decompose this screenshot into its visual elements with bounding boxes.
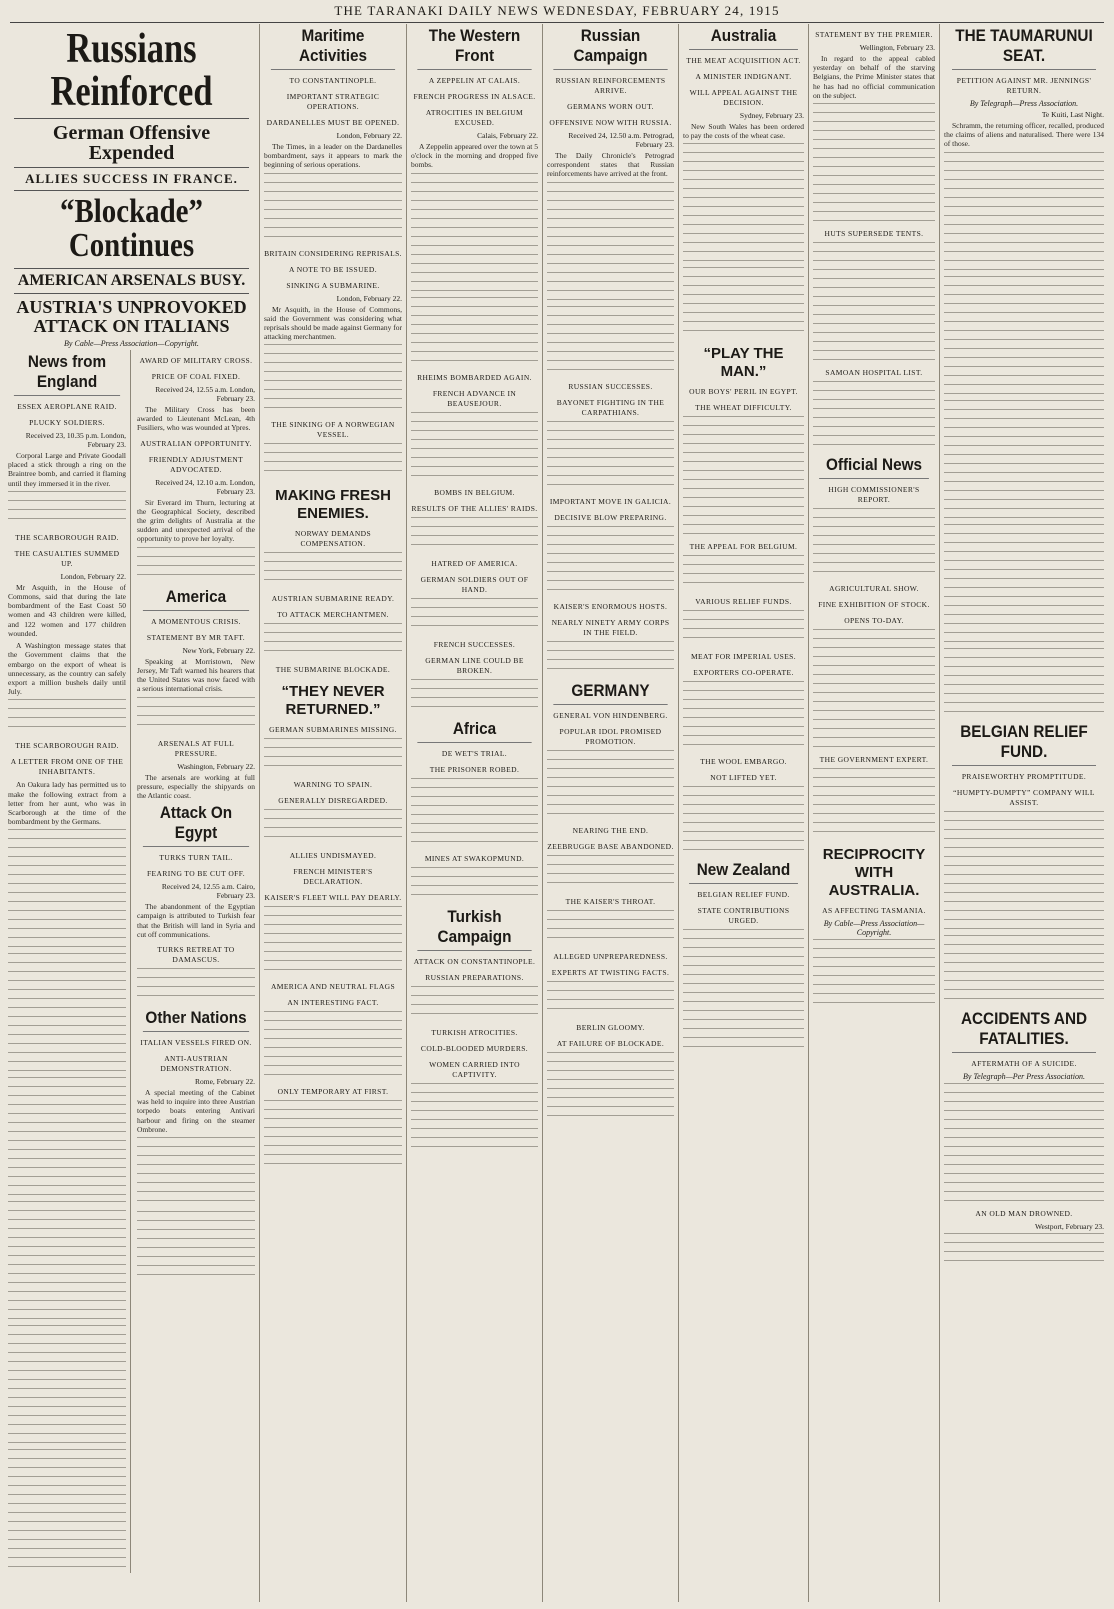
text-block (813, 629, 935, 749)
subheading: TO CONSTANTINOPLE. (289, 76, 377, 85)
subheading: DE WET'S TRIAL. (441, 748, 508, 758)
text-block (683, 681, 804, 751)
divider (14, 268, 249, 269)
subheading: RESULTS OF THE ALLIES' RAIDS. (411, 503, 538, 513)
russian-campaign-column (543, 24, 679, 1602)
section-title: News from England (14, 352, 120, 396)
dateline: London, February 22. (336, 131, 402, 140)
subheading: THE GOVERNMENT EXPERT. (819, 755, 929, 765)
subheading: GERMAN SOLDIERS OUT OF HAND. (420, 574, 529, 594)
subheading: THE SINKING OF A NORWEGIAN VESSEL. (271, 420, 395, 440)
section-title: ACCIDENTS AND FATALITIES. (952, 1009, 1096, 1053)
text-block (411, 173, 538, 293)
subheading: A MOMENTOUS CRISIS. (151, 616, 241, 626)
text-block (8, 1325, 126, 1445)
subheading: BRITAIN CONSIDERING REPRISALS. (264, 248, 402, 258)
text-block (137, 697, 255, 733)
article-text: The Daily Chronicle's Petrograd correspondent states that Russian reinforcements have arrived at the front. (547, 151, 674, 179)
byline: By Telegraph—Press Association. (969, 99, 1079, 108)
subheading: ONLY TEMPORARY AT FIRST. (277, 1087, 389, 1097)
western-front-column (407, 24, 543, 1602)
article-text: A special meeting of the Cabinet was held to inquire into three Austrian torpedo boats entering Antivari harbour and firing on the steamer Ombrone. (137, 1087, 255, 1134)
subheading: DARDANELLES MUST BE OPENED. (266, 118, 400, 127)
text-block (944, 276, 1104, 396)
section-title: THE TAUMARUNUI SEAT. (952, 26, 1096, 70)
dateline: Te Kuiti, Last Night. (1041, 110, 1104, 119)
subheading: THE KAISER'S THROAT. (565, 896, 656, 906)
article-text: A Zeppelin appeared over the town at 5 o'clock in the morning and dropped five bombs. (411, 142, 538, 170)
subheading: THE WOOL EMBARGO. (700, 757, 787, 767)
section-title: “THEY NEVER RETURNED.” (281, 683, 385, 719)
subheading: AT FAILURE OF BLOCKADE. (556, 1038, 665, 1048)
article-text: The Times, in a leader on the Dardanelles bombardment, says it appears to mark the beginning of serious operations. (264, 142, 402, 170)
dateline: Calais, February 22. (477, 131, 538, 140)
text-block (264, 623, 402, 659)
text-block (411, 598, 538, 634)
subheading: IMPORTANT STRATEGIC OPERATIONS. (286, 92, 380, 111)
dateline: Rome, February 22. (195, 1076, 255, 1086)
subheading: FRENCH MINISTER'S DECLARATION. (293, 867, 373, 887)
text-block (944, 935, 1104, 1005)
subheading: GENERAL VON HINDENBERG. (553, 710, 668, 720)
section-title: Attack On Egypt (143, 803, 249, 847)
headline-american-arsenals: AMERICAN ARSENALS BUSY. (17, 272, 246, 290)
text-block (547, 1052, 674, 1122)
subheading: FRENCH ADVANCE IN BEAUSEJOUR. (432, 388, 517, 408)
subheading: ITALIAN VESSELS FIRED ON. (140, 1037, 252, 1047)
headline-russians-reinforced: Russians Reinforced (50, 26, 213, 115)
divider (14, 167, 249, 168)
text-block (8, 1077, 126, 1197)
subheading: THE PRISONER ROBED. (429, 764, 520, 774)
subheading: PRAISEWORTHY PROMPTITUDE. (961, 771, 1087, 781)
subheading: HUTS SUPERSEDE TENTS. (824, 229, 924, 239)
text-block (683, 610, 804, 646)
text-block (411, 778, 538, 848)
text-block (944, 152, 1104, 272)
subheading: KAISER'S FLEET WILL PAY DEARLY. (264, 893, 402, 903)
text-block (813, 939, 935, 1009)
subheading: THE CASUALTIES SUMMED UP. (14, 548, 120, 568)
subheading: PETITION AGAINST MR. JENNINGS' RETURN. (956, 76, 1092, 95)
divider (14, 190, 249, 191)
new-zealand-column (809, 24, 940, 1602)
dateline: London, February 22. (60, 571, 126, 581)
text-block (547, 641, 674, 677)
subheading: THE SCARBOROUGH RAID. (15, 532, 119, 542)
headline-allies-success: ALLIES SUCCESS IN FRANCE. (25, 171, 238, 187)
text-block (547, 910, 674, 946)
article-text: Schramm, the returning officer, recalled, produced the claims of aliens and naturalised. There were 134 of those. (944, 121, 1104, 149)
section-title: Maritime Activities (271, 26, 395, 70)
section-title: New Zealand (689, 860, 798, 884)
subheading: THE WHEAT DIFFICULTY. (695, 403, 792, 413)
headline-german-offensive: German Offensive Expended (52, 121, 211, 165)
dateline: Washington, February 22. (177, 761, 255, 771)
subheading: “HUMPTY-DUMPTY” COMPANY WILL ASSIST. (953, 787, 1095, 807)
subheading: ALLEGED UNPREPAREDNESS. (553, 951, 668, 961)
subheading: ALLIES UNDISMAYED. (289, 851, 377, 861)
article-text: The Military Cross has been awarded to Lieutenant McLean, 4th Fusiliers, who was wounded at Ypres. (137, 405, 255, 433)
text-block (137, 547, 255, 583)
article-text: Speaking at Morristown, New Jersey, Mr Taft warned his hearers that the United States was now faced with a serious international crisis. (137, 656, 255, 694)
australia-column (679, 24, 809, 1602)
subheading: EXPORTERS CO-OPERATE. (693, 668, 794, 678)
text-block (411, 1083, 538, 1153)
headline-austria-attack: AUSTRIA'S UNPROVOKED ATTACK ON ITALIANS (16, 297, 247, 336)
subheading: ESSEX AEROPLANE RAID. (17, 402, 117, 412)
text-block (813, 768, 935, 838)
subheading: A ZEPPELIN AT CALAIS. (428, 76, 521, 85)
subheading: BOMBS IN BELGIUM. (434, 487, 515, 497)
text-block (683, 267, 804, 337)
text-block (8, 1201, 126, 1321)
subheading: IMPORTANT MOVE IN GALICIA. (549, 496, 672, 506)
section-title: Australia (689, 26, 798, 50)
subheading: TURKS TURN TAIL. (159, 853, 233, 863)
section-title: Turkish Campaign (417, 907, 531, 951)
subheading: EXPERTS AT TWISTING FACTS. (551, 967, 670, 977)
article-text: Mr Asquith, in the House of Commons, said the Government was considering what reprisals should be made against Germany for attacking merchantmen. (264, 304, 402, 342)
masthead: THE TARANAKI DAILY NEWS WEDNESDAY, FEBRUARY 24, 1915 (10, 0, 1104, 23)
subheading: DECISIVE BLOW PREPARING. (554, 512, 667, 522)
subheading: HATRED OF AMERICA. (431, 558, 518, 568)
text-block (8, 953, 126, 1073)
subheading: MINES AT SWAKOPMUND. (424, 853, 525, 863)
subheading: AWARD OF MILITARY CROSS. (139, 356, 253, 366)
text-block (683, 929, 804, 1049)
text-block (944, 400, 1104, 520)
text-block (264, 906, 402, 976)
subheading: SINKING A SUBMARINE. (286, 280, 380, 290)
byline: By Cable—Press Association—Copyright. (64, 339, 199, 349)
subcolumn-right (137, 350, 255, 1573)
subheading: TO ATTACK MERCHANTMEN. (277, 610, 389, 620)
subheading: STATEMENT BY MR TAFT. (146, 632, 246, 642)
section-title: Russian Campaign (553, 26, 667, 70)
subheading: PRICE OF COAL FIXED. (151, 372, 241, 382)
dateline: Sydney, February 23. (739, 111, 804, 120)
text-block (8, 491, 126, 527)
text-block (264, 1011, 402, 1081)
article-text: The arsenals are working at full pressure, especially the shipyards on the Atlantic coast. (137, 772, 255, 800)
maritime-column (260, 24, 407, 1602)
subheading: TURKISH ATROCITIES. (431, 1027, 518, 1037)
text-block (944, 1233, 1104, 1269)
subheading: BERLIN GLOOMY. (576, 1022, 645, 1032)
subheading: COLD-BLOODED MURDERS. (420, 1043, 529, 1053)
subheading: FINE EXHIBITION OF STOCK. (818, 600, 930, 610)
text-block (813, 103, 935, 223)
text-block (944, 524, 1104, 644)
section-title: America (143, 587, 249, 611)
subheading: WOMEN CARRIED INTO CAPTIVITY. (429, 1059, 520, 1079)
dateline: Received 24, 12.50 a.m. Petrograd, February 23. (568, 131, 674, 149)
text-block (547, 182, 674, 302)
section-title: “PLAY THE MAN.” (703, 345, 784, 381)
text-block (683, 786, 804, 856)
subheading: ZEEBRUGGE BASE ABANDONED. (547, 841, 674, 851)
subheading: THE MEAT ACQUISITION ACT. (686, 56, 801, 65)
text-block (944, 1083, 1104, 1203)
dateline: Westport, February 23. (1035, 1221, 1104, 1231)
subheading: RUSSIAN SUCCESSES. (568, 381, 653, 391)
subheading: TURKS RETREAT TO DAMASCUS. (157, 944, 235, 964)
subheading: FEARING TO BE CUT OFF. (146, 869, 245, 879)
section-title: The Western Front (417, 26, 531, 70)
dateline: Received 23, 10.35 p.m. London, February 23. (25, 431, 126, 450)
text-block (264, 443, 402, 479)
subheading: MEAT FOR IMPERIAL USES. (690, 652, 797, 662)
subheading: FRIENDLY ADJUSTMENT ADVOCATED. (148, 454, 244, 474)
subheading: NEARING THE END. (572, 825, 649, 835)
text-block (8, 699, 126, 735)
section-title: GERMANY (553, 681, 667, 705)
text-block (547, 855, 674, 891)
subheading: STATEMENT BY THE PREMIER. (815, 30, 933, 39)
text-block (547, 306, 674, 376)
article-text: A Washington message states that the Government claims that the embargo on the export of wheat is unnecessary, as the country can safely export a million bushels daily until July. (8, 641, 126, 697)
text-block (264, 344, 402, 414)
dateline: Received 24, 12.55 a.m. London, February 23. (155, 385, 255, 404)
article-text: Sir Everard im Thurn, lecturing at the Geographical Society, described the grim delights of Australia at the sudden and unexpected arrival of the opportunity to prove her loyalty. (137, 497, 255, 544)
subheading: A NOTE TO BE ISSUED. (289, 264, 377, 274)
text-block (137, 1137, 255, 1207)
subheading: RUSSIAN REINFORCEMENTS ARRIVE. (555, 76, 666, 95)
subheading: NEARLY NINETY ARMY CORPS IN THE FIELD. (551, 617, 670, 637)
subheading: WARNING TO SPAIN. (293, 780, 373, 790)
text-block (547, 526, 674, 596)
headline-blockade-continues: “Blockade” Continues (60, 192, 203, 265)
subheading: POPULAR IDOL PROMISED PROMOTION. (559, 726, 662, 746)
article-text: Mr Asquith, in the House of Commons, said that during the late bombardment of the East Coast 50 women and 43 children were killed, and 122 women and 177 children wounded. (8, 582, 126, 638)
dateline: London, February 22. (336, 293, 402, 303)
subheading: KAISER'S ENORMOUS HOSTS. (553, 601, 668, 611)
article-text: In regard to the appeal cabled yesterday on behalf of the starving Belgians, the Prime Minister states that he has had no official communication on the subject. (813, 54, 935, 100)
text-block (8, 1449, 126, 1569)
divider (14, 118, 249, 119)
article-text: An Oakura lady has permitted us to make the following extract from a letter from her aunt, who was in Scarborough at the time of the bombardment by the Germans. (8, 780, 126, 827)
subheading: GENERALLY DISREGARDED. (278, 796, 388, 806)
text-block (411, 679, 538, 715)
text-block (137, 1211, 255, 1281)
subheading: PLUCKY SOLDIERS. (29, 418, 105, 428)
subheading: OPENS TO-DAY. (844, 616, 904, 626)
subheading: NOT LIFTED YET. (710, 773, 777, 783)
article-text: The abandonment of the Egyptian campaign is attributed to Turkish fear that the British will land in Syria and cut off communications. (137, 902, 255, 939)
text-block (264, 173, 402, 243)
article-text: New South Wales has been ordered to pay the costs of the wheat case. (683, 122, 804, 141)
subheading: GERMAN SUBMARINES MISSING. (269, 725, 397, 735)
article-text: Corporal Large and Private Goodall placed a stick through a ring on the Braintree bomb, and carried it flaming until they immersed it in the river. (8, 451, 126, 488)
subheading: BELGIAN RELIEF FUND. (697, 890, 790, 900)
subcolumn-left (8, 350, 131, 1573)
subheading: ATTACK ON CONSTANTINOPLE. (413, 956, 536, 966)
subheading: BAYONET FIGHTING IN THE CARPATHIANS. (556, 397, 665, 417)
subheading: ANTI-AUSTRIAN DEMONSTRATION. (160, 1053, 232, 1073)
text-block (944, 648, 1104, 718)
subheading: AGRICULTURAL SHOW. (829, 584, 919, 594)
dateline: Received 24, 12.55 a.m. Cairo, February 23. (161, 882, 255, 901)
text-block (547, 981, 674, 1017)
section-title: RECIPROCITY WITH AUSTRALIA. (822, 846, 926, 900)
lead-subcolumns (8, 350, 255, 1573)
text-block (137, 968, 255, 1004)
text-block (264, 738, 402, 774)
text-block (683, 143, 804, 263)
section-title: Africa (417, 719, 531, 743)
dateline: Received 24, 12.10 a.m. London, February 23. (155, 477, 255, 496)
text-block (264, 552, 402, 588)
subheading: AUSTRIAN SUBMARINE READY. (271, 594, 395, 604)
text-block (411, 297, 538, 367)
text-block (547, 421, 674, 491)
text-block (813, 508, 935, 578)
subheading: AN INTERESTING FACT. (287, 998, 379, 1008)
text-block (813, 381, 935, 451)
subheading: GERMANS WORN OUT. (567, 102, 654, 111)
subheading: RHEIMS BOMBARDED AGAIN. (417, 372, 532, 382)
subheading: THE SCARBOROUGH RAID. (15, 741, 119, 751)
subheading: GERMAN LINE COULD BE BROKEN. (425, 655, 524, 675)
subheading: OUR BOYS' PERIL IN EGYPT. (689, 387, 798, 397)
text-block (411, 412, 538, 482)
subheading: SAMOAN HOSPITAL LIST. (825, 368, 923, 378)
subheading: RUSSIAN PREPARATIONS. (425, 972, 524, 982)
section-title: BELGIAN RELIEF FUND. (952, 722, 1096, 766)
subheading: AN OLD MAN DROWNED. (975, 1208, 1073, 1218)
subheading: AUSTRALIAN OPPORTUNITY. (140, 438, 252, 448)
text-block (683, 416, 804, 536)
section-title: Other Nations (143, 1008, 249, 1032)
subheading: AFTERMATH OF A SUICIDE. (971, 1058, 1077, 1068)
text-block (411, 517, 538, 553)
subheading: FRENCH SUCCESSES. (433, 639, 516, 649)
subheading: HIGH COMMISSIONER'S REPORT. (828, 485, 920, 505)
byline: By Telegraph—Per Press Association. (963, 1071, 1085, 1081)
subheading: A MINISTER INDIGNANT. (695, 72, 792, 81)
subheading: A LETTER FROM ONE OF THE INHABITANTS. (10, 757, 124, 777)
dateline: New York, February 22. (182, 645, 255, 655)
subheading: AS AFFECTING TASMANIA. (822, 906, 926, 916)
text-block (264, 1100, 402, 1170)
subheading: WILL APPEAL AGAINST THE DECISION. (689, 88, 798, 107)
subheading: VARIOUS RELIEF FUNDS. (695, 597, 792, 607)
text-block (411, 867, 538, 903)
subheading: OFFENSIVE NOW WITH RUSSIA. (549, 118, 672, 127)
text-block (683, 555, 804, 591)
byline: By Cable—Press Association—Copyright. (823, 919, 925, 938)
dateline: Wellington, February 23. (859, 43, 935, 52)
text-block (813, 242, 935, 362)
subheading: FRENCH PROGRESS IN ALSACE. (413, 92, 536, 101)
text-block (411, 986, 538, 1022)
section-title: Official News (819, 455, 929, 479)
subheading: THE APPEAL FOR BELGIUM. (689, 542, 798, 552)
text-block (944, 811, 1104, 931)
text-block (264, 809, 402, 845)
subheading: STATE CONTRIBUTIONS URGED. (697, 906, 790, 926)
text-block (8, 829, 126, 949)
subheading: ATROCITIES IN BELGIUM EXCUSED. (425, 108, 524, 127)
text-block (547, 750, 674, 820)
lead-column (4, 24, 260, 1602)
section-title: MAKING FRESH ENEMIES. (275, 487, 391, 523)
taumarunui-column (940, 24, 1108, 1602)
subheading: NORWAY DEMANDS COMPENSATION. (294, 529, 372, 549)
subheading: THE SUBMARINE BLOCKADE. (275, 665, 391, 675)
subheading: AMERICA AND NEUTRAL FLAGS (270, 982, 396, 992)
subheading: ARSENALS AT FULL PRESSURE. (157, 738, 235, 758)
divider (14, 293, 249, 294)
